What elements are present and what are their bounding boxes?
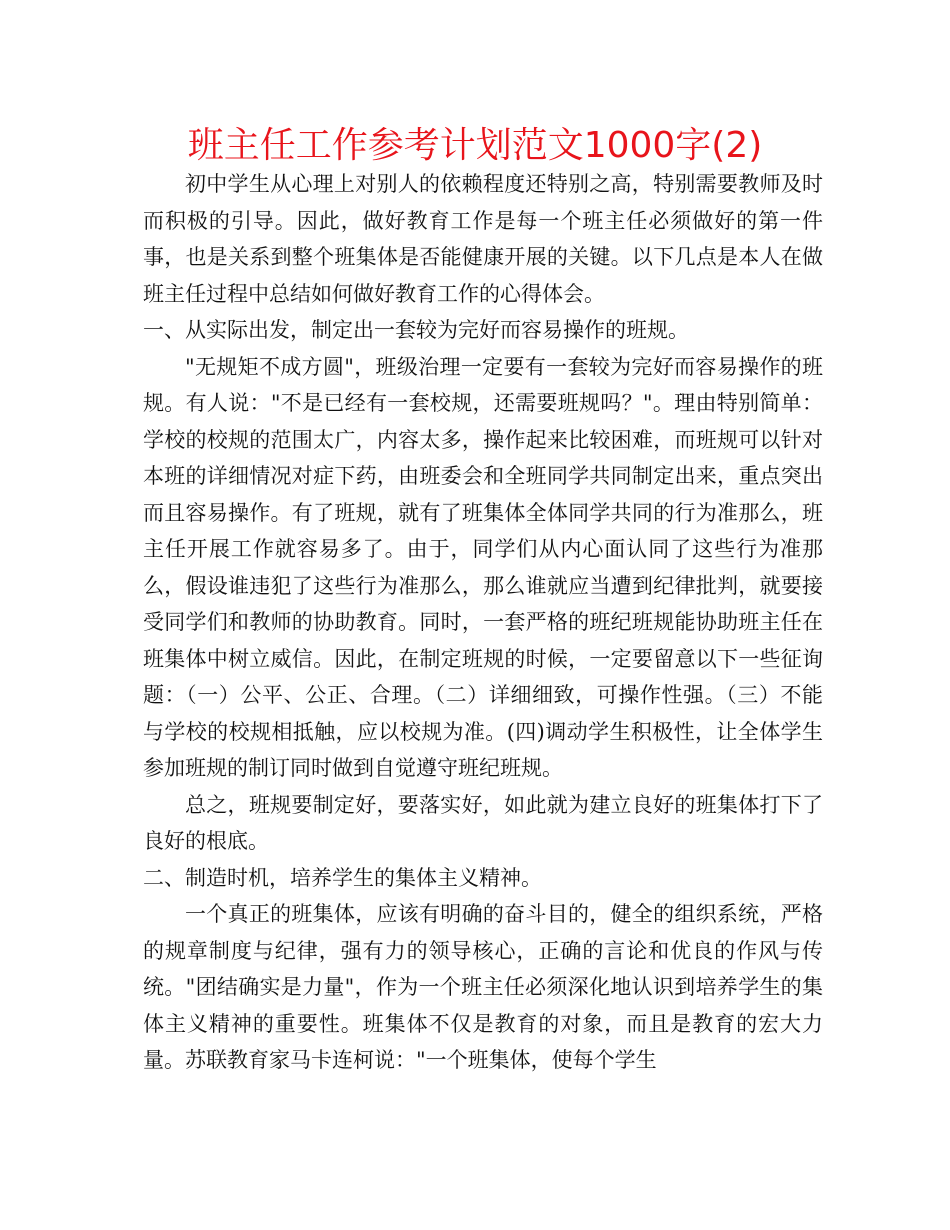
section-heading-1: 一、从实际出发，制定出一套较为完好而容易操作的班规。: [143, 318, 689, 342]
section-heading-2: 二、制造时机，培养学生的集体主义精神。: [143, 865, 542, 890]
paragraph-intro: 初中学生从心理上对别人的依赖程度还特别之高，特别需要教师及时而积极的引导。因此，做好教育工作是每一个班主任必须做好的第一件事，也是关系到整个班集体是否能健康开展的关键。以下几点是本人在做班主任过程中总结如何做好教育工作的心得体会。: [143, 172, 823, 306]
document-body: [143, 166, 823, 1079]
paragraph-summary: 总之，班规要制定好，要落实好，如此就为建立良好的班集体打下了良好的根底。: [143, 792, 823, 853]
page-title: 班主任工作参考计划范文1000字(2): [187, 125, 763, 166]
paragraph-class-rules: "无规矩不成方圆"，班级治理一定要有一套较为完好而容易操作的班规。有人说："不是已经有一套校规，还需要班规吗？"。理由特别简单：学校的校规的范围太广，内容太多，操作起来比较困难，而班规可以针对本班的详细情况对症下药，由班委会和全班同学共同制定出来，重点突出而且容易操作。有了班规，就有了班集体全体同学共同的行为准那么，班主任开展工作就容易多了。由于，同学们从内心面认同了这些行为准那么，假设谁违犯了这些行为准那么，那么谁就应当遭到纪律批判，就要接受同学们和教师的协助教育。同时，一套严格的班纪班规能协助班主任在班集体中树立威信。因此，在制定班规的时候，一定要留意以下一些征询题：（一）公平、公正、合理。（二）详细细致，可操作性强。（三）不能与学校的校规相抵触，应以校规为准。(四)调动学生积极性，让全体学生参加班规的制订同时做到自觉遵守班纪班规。: [143, 354, 823, 780]
paragraph-collective-spirit: 一个真正的班集体，应该有明确的奋斗目的，健全的组织系统，严格的规章制度与纪律，强有力的领导核心，正确的言论和优良的作风与传统。"团结确实是力量"，作为一个班主任必须深化地认识到培养学生的集体主义精神的重要性。班集体不仅是教育的对象，而且是教育的宏大力量。苏联教育家马卡连柯说："一个班集体，使每个学生: [143, 902, 823, 1072]
